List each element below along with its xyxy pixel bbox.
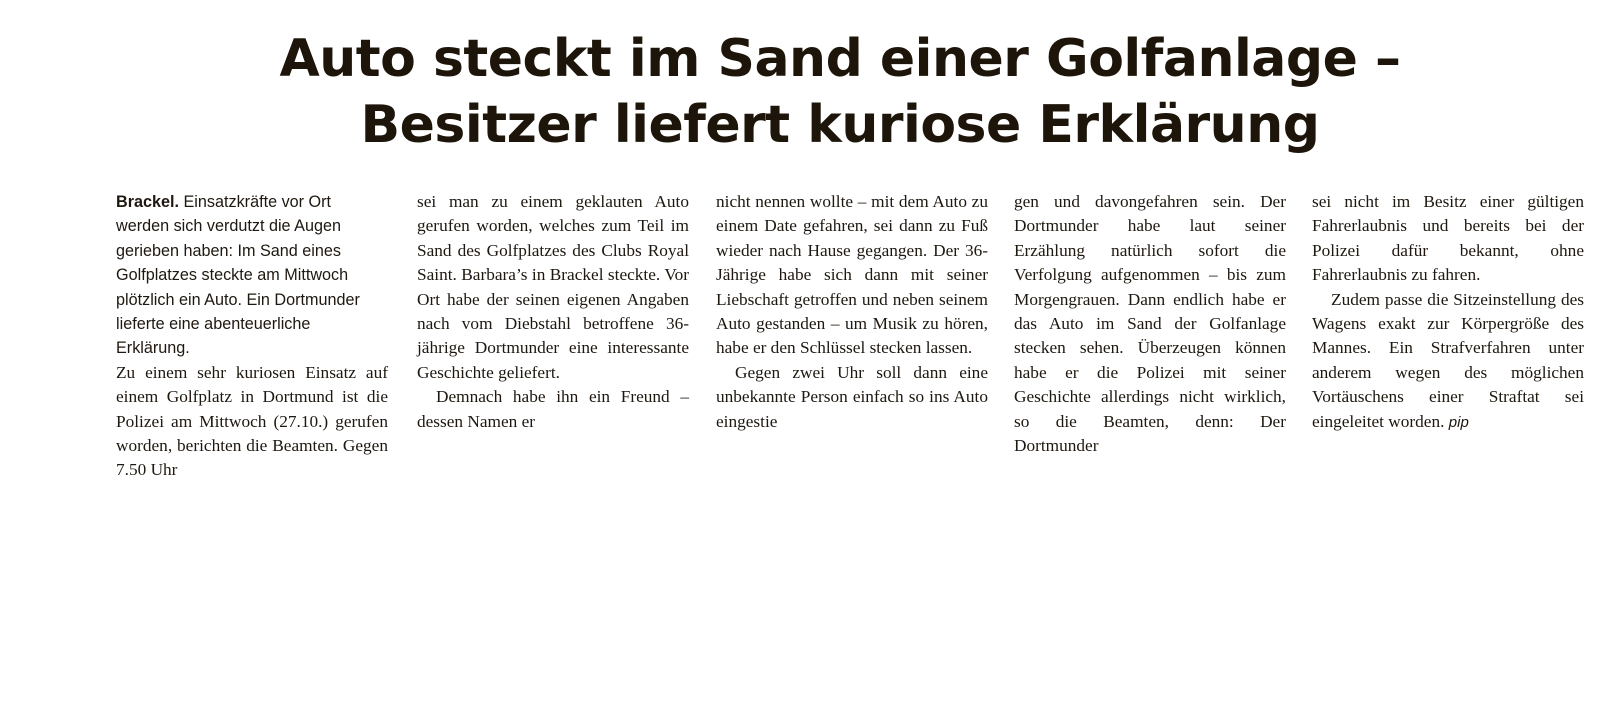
dateline-location: Brackel. (116, 193, 179, 211)
article-column-3 (716, 190, 988, 434)
headline-line-1: Auto steckt im Sand einer Golfanlage – (279, 29, 1401, 89)
article-column-4 (1014, 190, 1286, 458)
body-paragraph: Gegen zwei Uhr soll dann eine unbekannte Person einfach so ins Auto eingestie (716, 362, 988, 431)
article-column-1 (116, 190, 388, 483)
body-paragraph: sei man zu einem geklauten Auto gerufen worden, welches zum Teil im Sand des Golfplatzes des Clubs Royal Saint. Barbara’s in Brackel steckte. Vor Ort habe der seinen eigenen Angaben nach vom Diebstahl betroffene 36-jährige Dortmunder eine interessante Geschichte geliefert. (417, 192, 689, 382)
author-initials: pip (1448, 413, 1469, 431)
body-paragraph (1312, 288, 1584, 435)
body-paragraph-text: Zudem passe die Sitzeinstellung des Wagens exakt zur Körpergröße des Mannes. Ein Strafverfahren unter anderem wegen des möglichen Vortäuschens einer Straftat sei eingeleitet worden. (1312, 289, 1584, 431)
article-headline (0, 26, 1600, 158)
body-paragraph: gen und davongefahren sein. Der Dortmunder habe laut seiner Erzählung natürlich sofort die Verfolgung aufgenommen – bis zum Morgengrauen. Dann endlich habe er das Auto im Sand der Golfanlage stecken sehen. Überzeugen können habe er die Polizei mit seiner Geschichte allerdings nicht wirklich, so die Beamten, denn: Der Dortmunder (1014, 192, 1286, 456)
lead-text: Einsatzkräfte vor Ort werden sich verdutzt die Augen gerieben haben: Im Sand eines Golfplatzes steckte am Mittwoch plötzlich ein Auto. Ein Dortmunder lieferte eine abenteuerliche Erklärung. (116, 193, 360, 358)
body-paragraph: Demnach habe ihn ein Freund – dessen Namen er (417, 387, 689, 431)
body-paragraph: nicht nennen wollte – mit dem Auto zu einem Date gefahren, sei dann zu Fuß wieder nach Hause gegangen. Der 36-Jährige habe sich dann mit seiner Liebschaft getroffen und neben seinem Auto gestanden – um Musik zu hören, habe er den Schlüssel stecken lassen. (716, 192, 988, 358)
article-column-2 (417, 190, 689, 434)
lead-paragraph (116, 190, 388, 361)
body-paragraph: sei nicht im Besitz einer gültigen Fahrerlaubnis und bereits bei der Polizei dafür bekannt, ohne Fahrerlaubnis zu fahren. (1312, 192, 1584, 285)
headline-line-2: Besitzer liefert kuriose Erklärung (360, 95, 1320, 155)
body-paragraph: Zu einem sehr kuriosen Einsatz auf einem Golfplatz in Dortmund ist die Polizei am Mittwoch (27.10.) gerufen worden, berichten die Beamten. Gegen 7.50 Uhr (116, 362, 388, 480)
article-column-5 (1312, 190, 1584, 435)
